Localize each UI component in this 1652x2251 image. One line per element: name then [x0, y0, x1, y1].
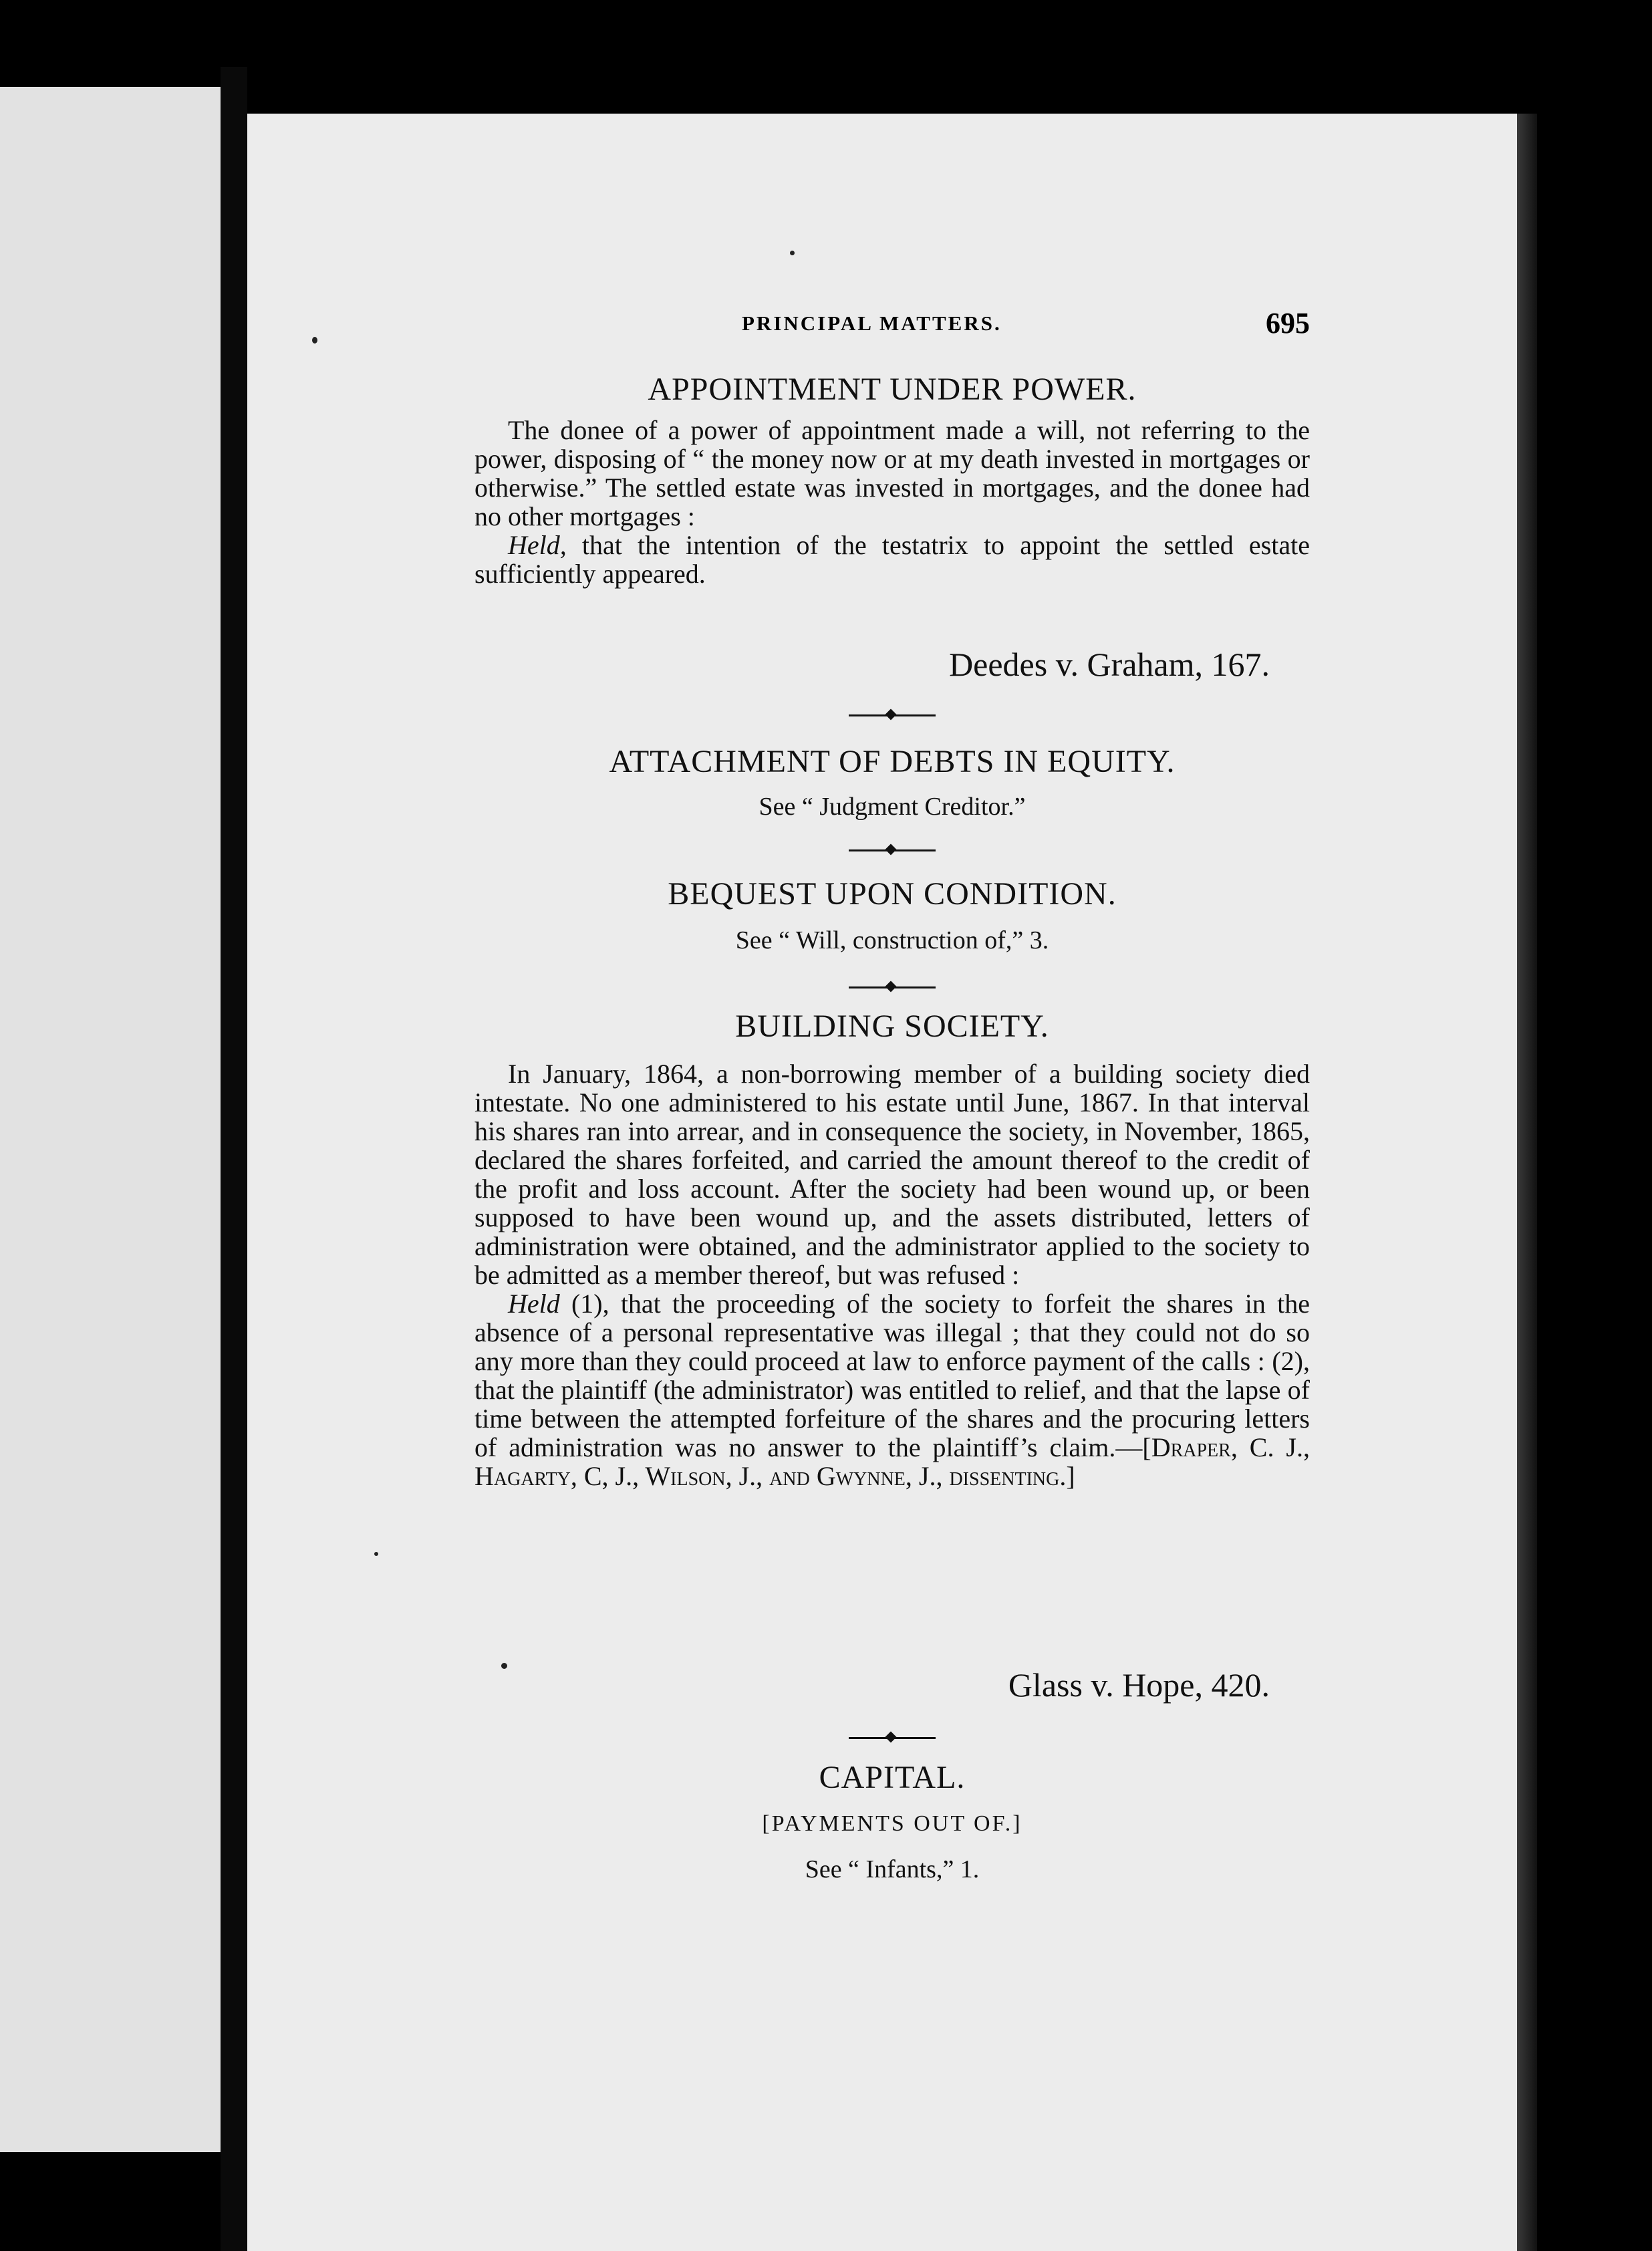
subheading-capital: [PAYMENTS OUT OF.]: [762, 1811, 1022, 1836]
citation-deedes: Deedes v. Graham, 167.: [949, 646, 1270, 683]
scan-speck: [374, 1552, 378, 1556]
dissenting-judges: Draper, C. J., Hagarty, C, J., Wilson, J., and Gwynne, J., dissenting.]: [474, 1432, 1310, 1491]
running-title: PRINCIPAL MATTERS.: [742, 311, 1002, 335]
held-label: Held,: [508, 530, 567, 560]
section-divider: [849, 843, 936, 857]
building-held: [474, 1289, 1310, 1490]
text-column: [474, 0, 1310, 2251]
section-divider: [849, 980, 936, 994]
scan-speck: [312, 337, 317, 344]
held-text: (1), that the proceeding of the society to forfeit the shares in the absence of a personal representative was illegal ; that they could not do so any more than they could proceed at law to enforce payment of the calls : (2), that the plaintiff (the administrator) was entitled to relief, and that the lapse of time between the attempted forfeiture of the shares and the procuring letters of administration was no answer to the plaintiff’s claim.—[: [474, 1289, 1310, 1462]
see-reference-bequest: See “ Will, construction of,” 3.: [735, 926, 1049, 954]
page-edge: [1517, 114, 1537, 2251]
appointment-paragraph: The donee of a power of appointment made a will, not referring to the power, disposing of “ the money now or at my death invested in mortgages or otherwise.” The settled estate was invested in mortgages, and the donee had no other mortgages :: [474, 415, 1310, 531]
citation-glass: Glass v. Hope, 420.: [1008, 1666, 1270, 1704]
section-heading-bequest: BEQUEST UPON CONDITION.: [668, 876, 1117, 912]
section-heading-appointment: APPOINTMENT UNDER POWER.: [648, 372, 1137, 407]
section-body-building: [474, 1059, 1310, 1490]
see-reference-capital: See “ Infants,” 1.: [805, 1855, 980, 1883]
building-paragraph: In January, 1864, a non-borrowing member of a building society died intestate. No one administered to his estate until June, 1867. In that interval his shares ran into arrear, and in consequence the society, in November, 1865, declared the shares forfeited, and carried the amount thereof to the credit of the profit and loss account. After the society had been wound up, or been supposed to have been wound up, and the assets distributed, letters of administration were obtained, and the administrator applied to the society to be admitted as a member thereof, but was refused :: [474, 1059, 1310, 1290]
section-heading-capital: CAPITAL.: [819, 1760, 966, 1795]
appointment-held: [474, 531, 1310, 588]
section-heading-building: BUILDING SOCIETY.: [735, 1009, 1049, 1044]
page-number: 695: [1266, 307, 1310, 340]
scan-speck: [790, 251, 795, 255]
section-divider: [849, 1731, 936, 1744]
section-body-appointment: [474, 416, 1310, 588]
book-gutter: [221, 67, 247, 2251]
section-divider: [849, 708, 936, 722]
held-label: Held: [508, 1289, 560, 1319]
facing-page: [0, 87, 221, 2152]
held-text: that the intention of the testatrix to appoint the settled estate sufficiently appeared.: [474, 530, 1310, 589]
section-heading-attachment: ATTACHMENT OF DEBTS IN EQUITY.: [609, 744, 1176, 779]
scan-speck: [501, 1663, 507, 1669]
see-reference-attachment: See “ Judgment Creditor.”: [759, 793, 1026, 821]
